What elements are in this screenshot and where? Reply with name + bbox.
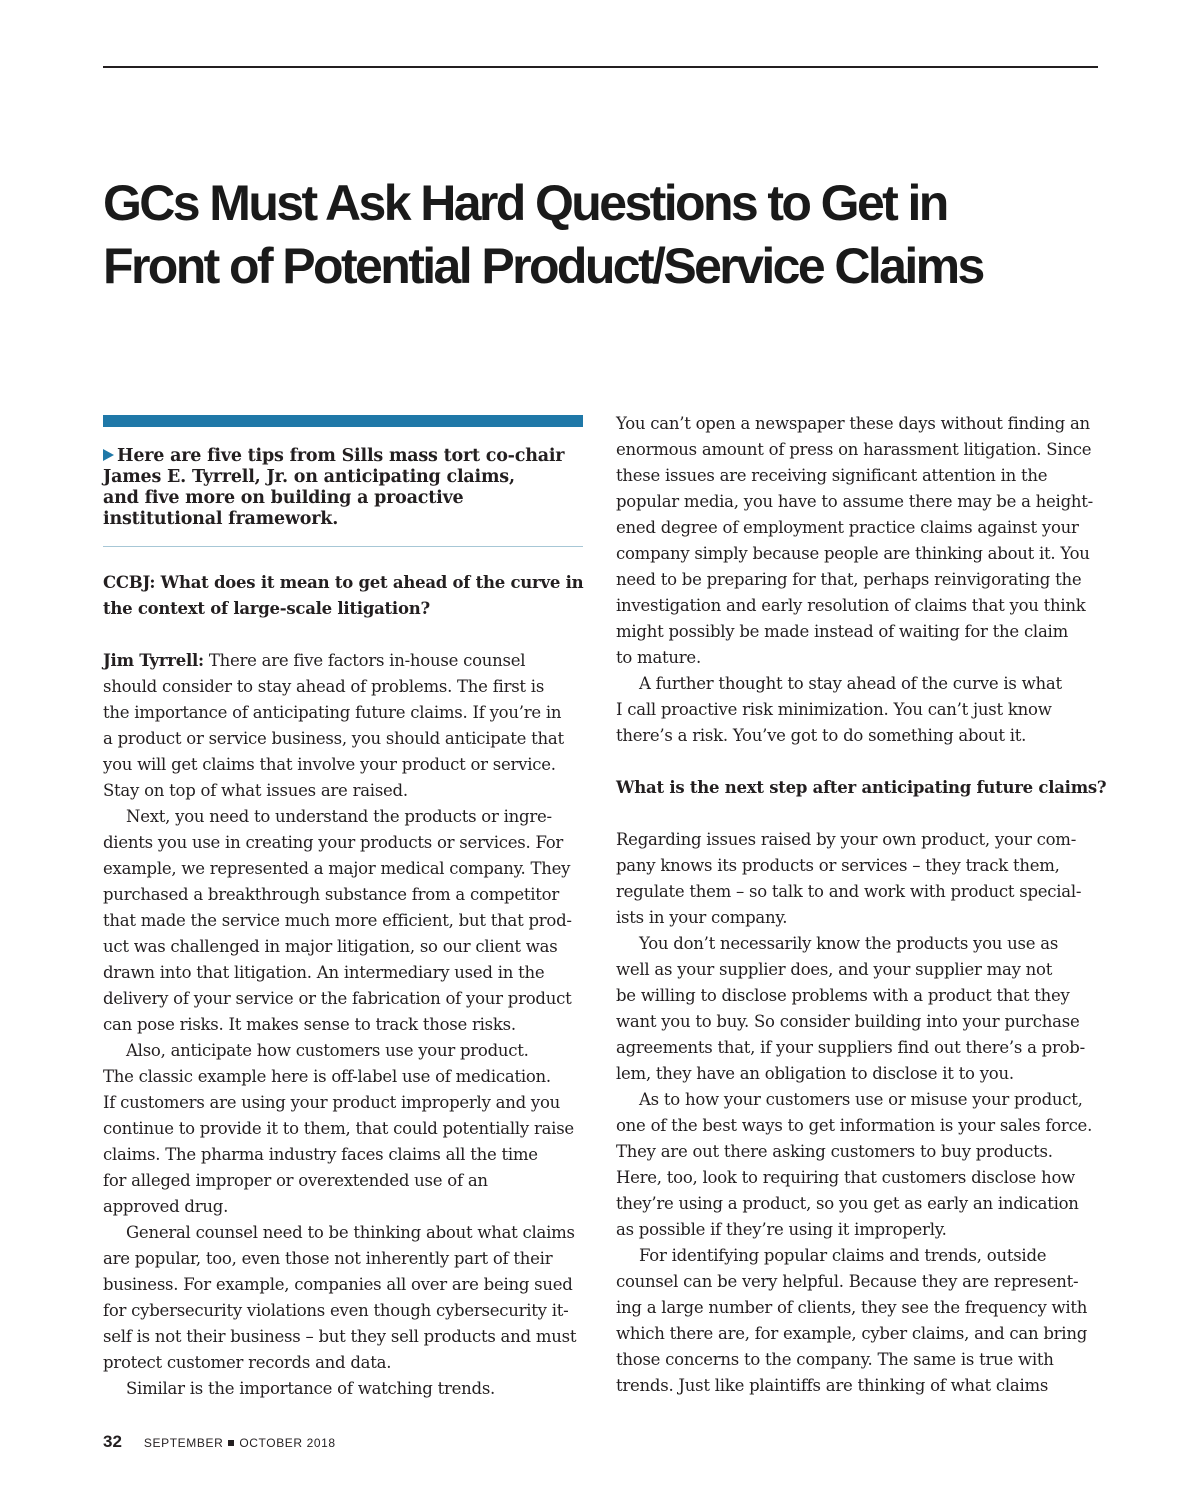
deck-accent-bar [103, 415, 583, 427]
text-line: ing a large number of clients, they see the frequency with [616, 1298, 1088, 1317]
text-line: regulate them – so talk to and work with product special- [616, 882, 1082, 901]
text-line: business. For example, companies all over are being sued [103, 1275, 573, 1294]
text-line: which there are, for example, cyber claims, and can bring [616, 1324, 1088, 1343]
text-line: dients you use in creating your products or services. For [103, 833, 564, 852]
issue-month-2: OCTOBER 2018 [239, 1436, 336, 1450]
top-rule [103, 66, 1098, 68]
text-line: a product or service business, you should anticipate that [103, 729, 564, 748]
text-line: pany knows its products or services – they track them, [616, 856, 1060, 875]
issue-month-1: SEPTEMBER [143, 1436, 224, 1450]
text-line: You don’t necessarily know the products you use as [639, 934, 1059, 953]
text-line: as possible if they’re using it improperly. [616, 1220, 947, 1239]
text-line: for alleged improper or overextended use of an [103, 1171, 488, 1190]
text-line: claims. The pharma industry faces claims all the time [103, 1145, 538, 1164]
text-line: popular media, you have to assume there may be a height- [616, 492, 1093, 511]
deck-line-1-text: Here are five tips from Sills mass tort co-chair [117, 446, 565, 466]
text-line: you will get claims that involve your product or service. [103, 755, 556, 774]
triangle-bullet-icon [103, 449, 114, 461]
text-line: Next, you need to understand the products or ingre- [126, 807, 552, 826]
text-line: lem, they have an obligation to disclose it to you. [616, 1064, 1014, 1083]
text-line: delivery of your service or the fabrication of your product [103, 989, 572, 1008]
text-line: protect customer records and data. [103, 1353, 392, 1372]
text-line: investigation and early resolution of claims that you think [616, 596, 1086, 615]
issue-date [144, 1436, 336, 1450]
text-line: A further thought to stay ahead of the curve is what [639, 674, 1062, 693]
headline [103, 172, 1103, 298]
answer-first-text: There are five factors in-house counsel [203, 651, 526, 670]
text-line: purchased a breakthrough substance from a competitor [103, 885, 559, 904]
text-line: these issues are receiving significant attention in the [616, 466, 1048, 485]
footer [103, 1432, 336, 1452]
text-line: be willing to disclose problems with a product that they [616, 986, 1070, 1005]
page-number: 32 [103, 1432, 122, 1451]
text-line: Also, anticipate how customers use your product. [126, 1041, 529, 1060]
text-line: I call proactive risk minimization. You can’t just know [616, 700, 1052, 719]
text-line: They are out there asking customers to buy products. [616, 1142, 1053, 1161]
text-line: agreements that, if your suppliers find out there’s a prob- [616, 1038, 1085, 1057]
text-line: You can’t open a newspaper these days without finding an [616, 414, 1090, 433]
text-line: If customers are using your product improperly and you [103, 1093, 561, 1112]
text-line: Here, too, look to requiring that customers disclose how [616, 1168, 1075, 1187]
text-line: company simply because people are thinking about it. You [616, 544, 1090, 563]
text-line: For identifying popular claims and trends, outside [639, 1246, 1047, 1265]
deck-line-3: and five more on building a proactive [103, 488, 464, 508]
text-line: uct was challenged in major litigation, so our client was [103, 937, 558, 956]
text-line: trends. Just like plaintiffs are thinking of what claims [616, 1376, 1049, 1395]
speaker-label: Jim Tyrrell: [103, 651, 204, 670]
question-line: What is the next step after anticipating future claims? [616, 778, 1107, 797]
deck-line-1 [103, 446, 583, 467]
deck [103, 446, 583, 530]
text-line: General counsel need to be thinking about what claims [126, 1223, 575, 1242]
deck-line-2: James E. Tyrrell, Jr. on anticipating claims, [103, 467, 515, 487]
text-line: self is not their business – but they sell products and must [103, 1327, 577, 1346]
text-line: they’re using a product, so you get as early an indication [616, 1194, 1079, 1213]
deck-divider [103, 546, 583, 547]
text-line: might possibly be made instead of waiting for the claim [616, 622, 1068, 641]
text-line: example, we represented a major medical company. They [103, 859, 571, 878]
text-line: Similar is the importance of watching trends. [126, 1379, 496, 1398]
text-line: enormous amount of press on harassment litigation. Since [616, 440, 1092, 459]
question-line: the context of large-scale litigation? [103, 599, 430, 618]
text-line: there’s a risk. You’ve got to do something about it. [616, 726, 1027, 745]
text-line: the importance of anticipating future claims. If you’re in [103, 703, 562, 722]
text-line: need to be preparing for that, perhaps reinvigorating the [616, 570, 1082, 589]
text-line: continue to provide it to them, that could potentially raise [103, 1119, 574, 1138]
text-line: ists in your company. [616, 908, 788, 927]
text-line: are popular, too, even those not inherently part of their [103, 1249, 553, 1268]
text-line: Regarding issues raised by your own product, your com- [616, 830, 1077, 849]
text-line: approved drug. [103, 1197, 229, 1216]
text-line: counsel can be very helpful. Because they are represent- [616, 1272, 1079, 1291]
text-line: drawn into that litigation. An intermediary used in the [103, 963, 545, 982]
answer-first-line [103, 648, 525, 674]
text-line: those concerns to the company. The same is true with [616, 1350, 1054, 1369]
text-line: should consider to stay ahead of problems. The first is [103, 677, 545, 696]
text-line: for cybersecurity violations even though cybersecurity it- [103, 1301, 569, 1320]
text-line: that made the service much more efficient, but that prod- [103, 911, 572, 930]
text-line: one of the best ways to get information is your sales force. [616, 1116, 1093, 1135]
deck-line-4: institutional framework. [103, 509, 339, 529]
text-line: ened degree of employment practice claims against your [616, 518, 1079, 537]
headline-line-2: Front of Potential Product/Service Claims [103, 238, 983, 294]
square-separator-icon [228, 1440, 234, 1446]
text-line: Stay on top of what issues are raised. [103, 781, 408, 800]
text-line: can pose risks. It makes sense to track those risks. [103, 1015, 516, 1034]
text-line: to mature. [616, 648, 701, 667]
question-line: CCBJ: What does it mean to get ahead of the curve in [103, 573, 584, 592]
headline-line-1: GCs Must Ask Hard Questions to Get in [103, 175, 947, 231]
text-line: As to how your customers use or misuse your product, [639, 1090, 1083, 1109]
text-line: want you to buy. So consider building into your purchase [616, 1012, 1080, 1031]
text-line: The classic example here is off-label use of medication. [103, 1067, 551, 1086]
text-line: well as your supplier does, and your supplier may not [616, 960, 1053, 979]
